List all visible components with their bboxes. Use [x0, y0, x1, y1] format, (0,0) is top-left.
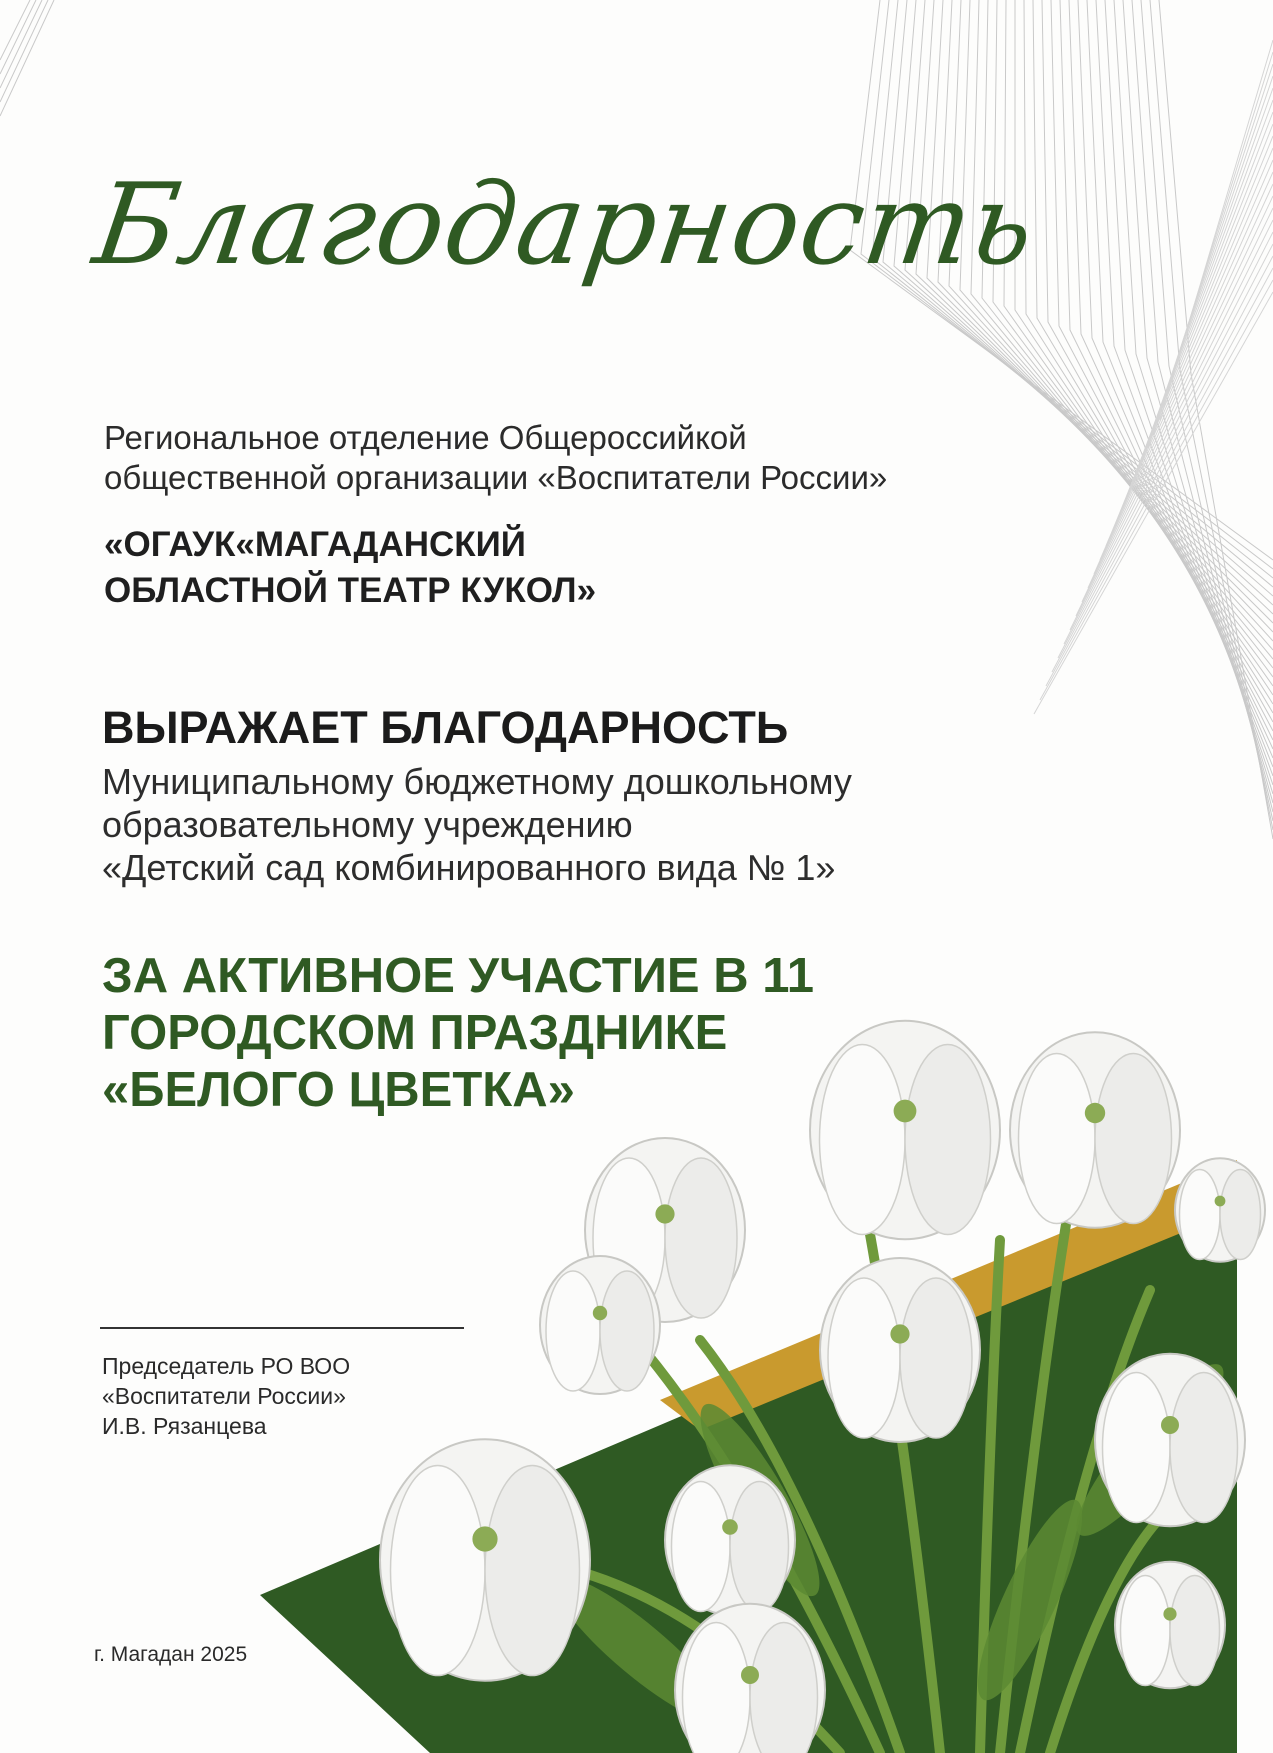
issuing-organization [104, 418, 1004, 498]
addressee-institution [102, 760, 1082, 889]
recipient-theatre [104, 522, 1004, 614]
city-year: г. Магадан 2025 [94, 1643, 248, 1666]
addressee-line: Муниципальному бюджетному дошкольному [102, 761, 852, 802]
reason-line: «БЕЛОГО ЦВЕТКА» [102, 1063, 575, 1117]
organization-line: Региональное отделение Общероссийкой [104, 419, 747, 456]
award-reason [102, 948, 922, 1119]
gratitude-heading: ВЫРАЖАЕТ БЛАГОДАРНОСТЬ [102, 702, 789, 753]
addressee-line: образовательному учреждению [102, 804, 633, 845]
recipient-line: ОБЛАСТНОЙ ТЕАТР КУКОЛ» [104, 571, 597, 610]
certificate-title: Благодарность [86, 160, 1044, 290]
reason-line: ГОРОДСКОМ ПРАЗДНИКЕ [102, 1006, 728, 1060]
recipient-line: «ОГАУК«МАГАДАНСКИЙ [104, 525, 526, 564]
organization-line: общественной организации «Воспитатели России» [104, 459, 888, 496]
reason-line: ЗА АКТИВНОЕ УЧАСТИЕ В 11 [102, 949, 815, 1003]
signatory-line: Председатель РО ВОО [102, 1353, 351, 1379]
signatory-line: «Воспитатели России» [102, 1383, 346, 1409]
signature-line [100, 1327, 464, 1329]
addressee-line: «Детский сад комбинированного вида № 1» [102, 847, 836, 888]
signatory-block [102, 1351, 522, 1441]
signatory-line: И.В. Рязанцева [102, 1413, 267, 1439]
